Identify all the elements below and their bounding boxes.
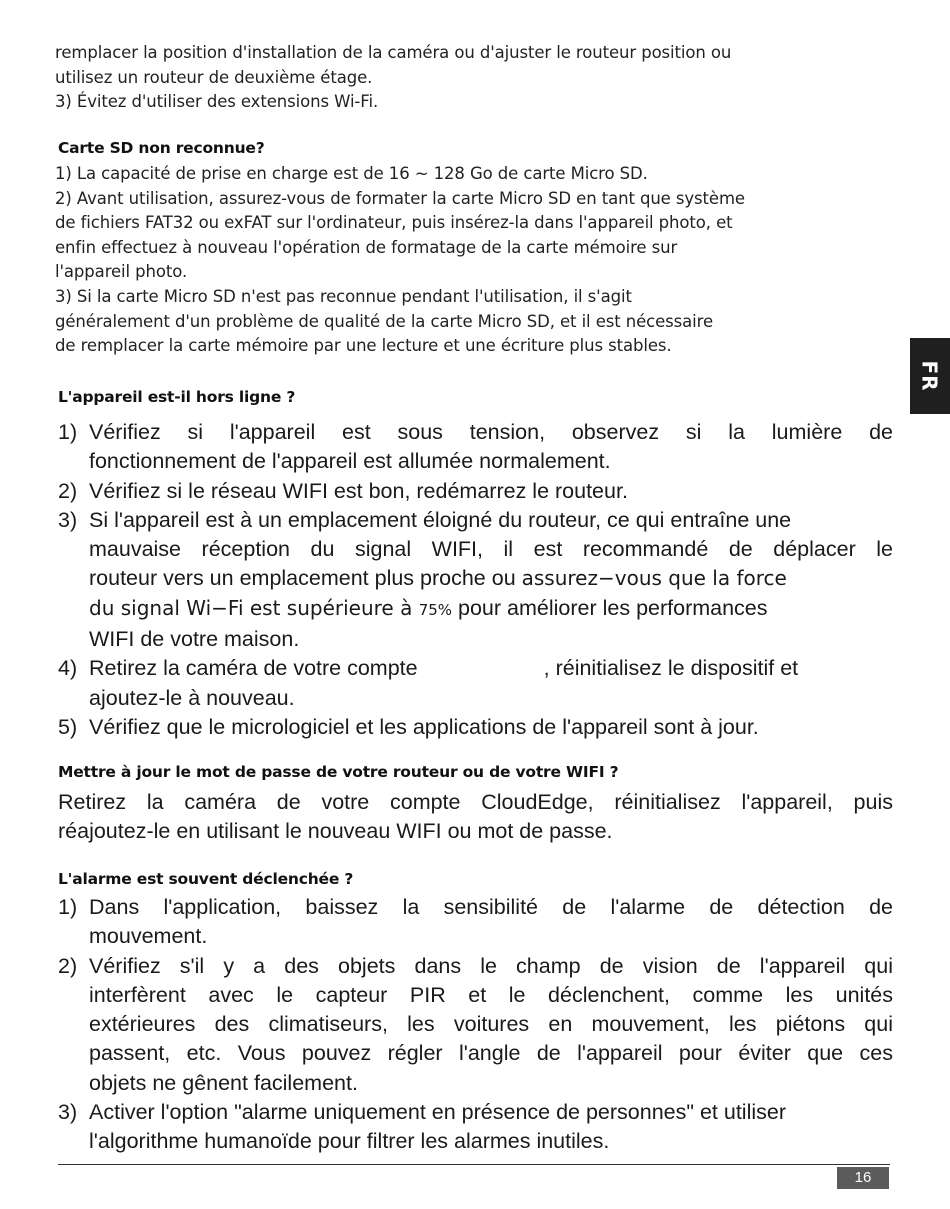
text-line: mouvement.	[89, 924, 208, 949]
list-number: 5)	[58, 714, 78, 739]
text-fragment: routeur vers un emplacement plus proche ou	[89, 566, 522, 591]
text-line: WIFI de votre maison.	[89, 627, 300, 652]
text-line	[89, 654, 893, 683]
text-line: 3) Évitez d'utiliser des extensions Wi-Fi.	[55, 92, 379, 112]
text-line: enfin effectuez à nouveau l'opération de formatage de la carte mémoire sur	[55, 237, 678, 257]
text-line: Vérifiez si le réseau WIFI est bon, redémarrez le routeur.	[89, 478, 628, 503]
text-line	[89, 594, 893, 625]
sd-card-paragraph	[55, 162, 915, 359]
intro-paragraph	[55, 41, 915, 115]
alarm-list	[58, 893, 893, 1157]
text-line: ajoutez-le à nouveau.	[89, 685, 295, 710]
section-heading-alarm: L'alarme est souvent déclenchée ?	[58, 870, 354, 888]
text-line: Dans l'application, baissez la sensibilité de l'alarme de détection de	[89, 895, 893, 919]
text-fragment: Retirez la caméra de votre compte	[89, 656, 418, 681]
text-line: Activer l'option "alarme uniquement en présence de personnes" et utiliser	[89, 1100, 787, 1125]
text-line: 2) Avant utilisation, assurez-vous de formater la carte Micro SD en tant que système	[55, 188, 745, 208]
text-line: Vérifiez s'il y a des objets dans le champ de vision de l'appareil qui	[89, 953, 893, 978]
text-line: réajoutez-le en utilisant le nouveau WIFI ou mot de passe.	[58, 819, 613, 844]
list-number: 2)	[58, 953, 78, 978]
list-number: 1)	[58, 420, 78, 444]
text-line: remplacer la position d'installation de la caméra ou d'ajuster le routeur position ou	[55, 43, 732, 62]
section-heading-password: Mettre à jour le mot de passe de votre routeur ou de votre WIFI ?	[58, 763, 619, 781]
text-line: utilisez un routeur de deuxième étage.	[55, 67, 373, 87]
text-line: 1) La capacité de prise en charge est de 16 ~ 128 Go de carte Micro SD.	[55, 164, 648, 183]
list-item	[58, 654, 893, 713]
text-line: passent, etc. Vous pouvez régler l'angle de l'appareil pour éviter que ces	[89, 1041, 893, 1066]
page-number: 16	[837, 1167, 889, 1189]
emphasis-text: assurez−vous que la force	[521, 566, 787, 591]
section-heading-sd-card: Carte SD non reconnue?	[58, 139, 265, 157]
text-line: Vérifiez que le micrologiciel et les applications de l'appareil sont à jour.	[89, 714, 759, 739]
text-line: objets ne gênent facilement.	[89, 1070, 358, 1095]
text-line: l'algorithme humanoïde pour filtrer les alarmes inutiles.	[89, 1129, 610, 1154]
text-line: Si l'appareil est à un emplacement éloigné du routeur, ce qui entraîne une	[89, 507, 792, 532]
text-line: Retirez la caméra de votre compte CloudEdge, réinitialisez l'appareil, puis	[58, 790, 893, 814]
list-item	[58, 1098, 893, 1157]
text-line: mauvaise réception du signal WIFI, il est recommandé de déplacer le	[89, 537, 893, 562]
section-heading-offline: L'appareil est-il hors ligne ?	[58, 388, 296, 406]
list-number: 1)	[58, 895, 78, 919]
list-item	[58, 952, 893, 1098]
language-tab	[910, 338, 950, 414]
text-line: de fichiers FAT32 ou exFAT sur l'ordinateur, puis insérez-la dans l'appareil photo, et	[55, 213, 733, 233]
language-tab-label: FR	[918, 360, 942, 392]
text-line: fonctionnement de l'appareil est allumée normalement.	[89, 449, 611, 474]
list-item	[58, 418, 893, 477]
text-line: l'appareil photo.	[55, 262, 188, 282]
footer-divider	[58, 1164, 890, 1165]
text-fragment: , réinitialisez le dispositif et	[543, 656, 799, 681]
list-item	[58, 506, 893, 654]
list-number: 4)	[58, 656, 78, 681]
list-item	[58, 893, 893, 952]
text-line	[89, 564, 893, 593]
text-line: extérieures des climatiseurs, les voitures en mouvement, les piétons qui	[89, 1012, 893, 1037]
text-line: interfèrent avec le capteur PIR et le déclenchent, comme les unités	[89, 982, 893, 1007]
list-number: 2)	[58, 478, 78, 503]
list-number: 3)	[58, 507, 78, 532]
percentage-value: 75%	[418, 600, 453, 619]
text-line: 3) Si la carte Micro SD n'est pas reconnue pendant l'utilisation, il s'agit	[55, 286, 632, 306]
list-item	[58, 477, 893, 506]
text-line: de remplacer la carte mémoire par une lecture et une écriture plus stables.	[55, 336, 672, 356]
text-fragment: pour améliorer les performances	[452, 595, 768, 620]
list-item	[58, 713, 893, 742]
list-number: 3)	[58, 1100, 78, 1125]
text-line: généralement d'un problème de qualité de la carte Micro SD, et il est nécessaire	[55, 311, 714, 331]
emphasis-text: du signal Wi−Fi est supérieure à	[89, 595, 419, 620]
text-line: Vérifiez si l'appareil est sous tension, observez si la lumière de	[89, 420, 893, 444]
password-paragraph	[58, 788, 893, 847]
offline-list	[58, 418, 893, 742]
